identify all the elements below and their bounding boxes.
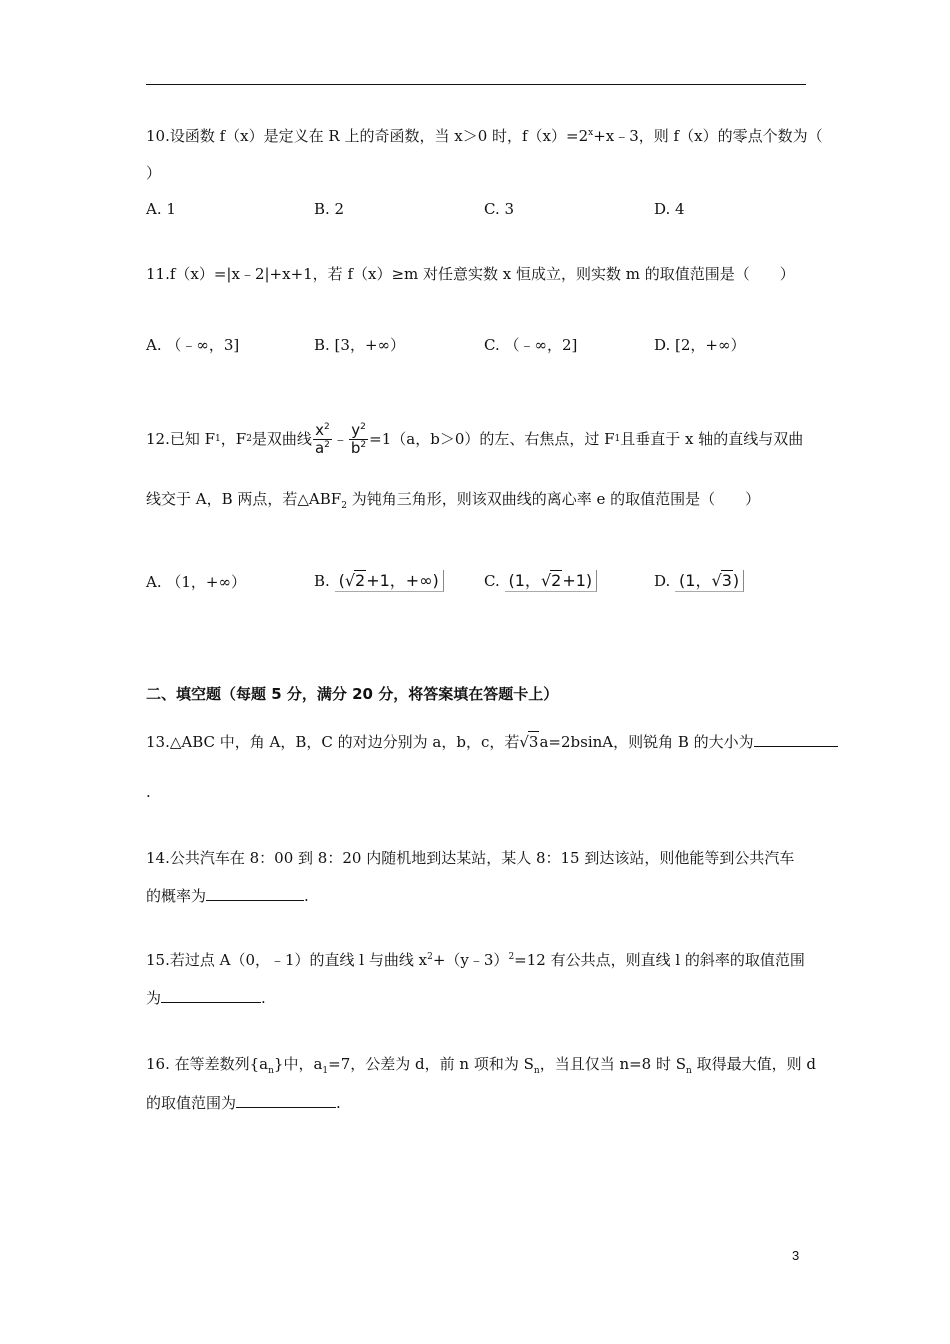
q11-option-c: C. （﹣∞，2] [484,336,578,354]
question-12-line2: 线交于 A，B 两点，若$\triangle ABF_2$ 为钝角三角形，则该双曲线的离心率 e 的取值范围是（ ） [146,490,761,511]
question-14-line1: 14.公共汽车在 8：00 到 8：20 内随机地到达某站，某人 8：15 到达该站，则他能等到公共汽车 [146,849,795,867]
q12-option-c-formula: (1，√2+1) [505,570,598,592]
question-11-text: 11.f（x）=|x﹣2|+x+1，若 f（x）≥m 对任意实数 x 恒成立，则实数 m 的取值范围是（ ） [146,265,795,283]
answer-blank[interactable] [206,884,304,901]
hyperbola-x-fraction: $\frac{x^2}{a^2}$ [314,420,330,457]
question-16-line2: 的取值范围为 . [146,1091,341,1113]
q11-option-d: D. [2，+∞） [654,336,746,354]
question-14-line2: 的概率为 . [146,884,309,906]
q12-option-b: B. (√2+1，+∞) [314,570,444,592]
question-12-line1: 12.已知 F 1 ，F 2 是双曲线 $\frac{x^2}{a^2}$ ﹣ $\frac{y^2}{b^2}$ =1（a，b＞0）的左、右焦点，过 F 1 且垂直于 x 轴的直线与双曲 [146,420,804,457]
q12-option-a: A. （1，+∞） [146,573,246,591]
page-number: 3 [792,1248,800,1263]
question-16-line1: 16. 在等差数列$\{a_n\}$中，$a_1=7$，公差为 d，前 n 项和为 $S_n$，当且仅当 n=8 时 $S_n$ 取得最大值，则 d [146,1055,816,1076]
q12-option-c: C. (1，√2+1) [484,570,597,592]
q10-option-d: D. 4 [654,200,685,218]
hyperbola-y-fraction: $\frac{y^2}{b^2}$ [350,420,367,457]
q10-option-b: B. 2 [314,200,345,218]
section-2-heading: 二、填空题（每题 5 分，满分 20 分，将答案填在答题卡上） [146,685,559,703]
question-10-close: ） [146,164,162,182]
question-13-line1: 13.△ABC 中，角 A，B，C 的对边分别为 a，b，c，若√3a=2bsinA，则锐角 B 的大小为 [146,730,838,752]
answer-blank[interactable] [754,730,838,747]
q10-option-c: C. 3 [484,200,515,218]
question-13-end: . [146,783,151,801]
answer-blank[interactable] [161,986,261,1003]
q12-option-b-formula: (√2+1，+∞) [335,570,444,592]
q12-option-d: D. (1，√3) [654,570,744,592]
answer-blank[interactable] [236,1091,336,1108]
question-15-line2: 为 . [146,986,266,1008]
header-rule [146,84,806,85]
question-15-line1: 15.若过点 A（0，﹣1）的直线 l 与曲线 $x^2+(y﹣3)^2=12$ 有公共点，则直线 l 的斜率的取值范围 [146,951,805,969]
question-10-line1: 10.设函数 f（x）是定义在 R 上的奇函数，当 x＞0 时，$f(x)=2^x+x﹣3$，则 f（x）的零点个数为（ [146,127,823,145]
q12-option-d-formula: (1，√3) [675,570,744,592]
q11-option-a: A. （﹣∞，3] [146,336,240,354]
q10-option-a: A. 1 [146,200,176,218]
q11-option-b: B. [3，+∞） [314,336,406,354]
